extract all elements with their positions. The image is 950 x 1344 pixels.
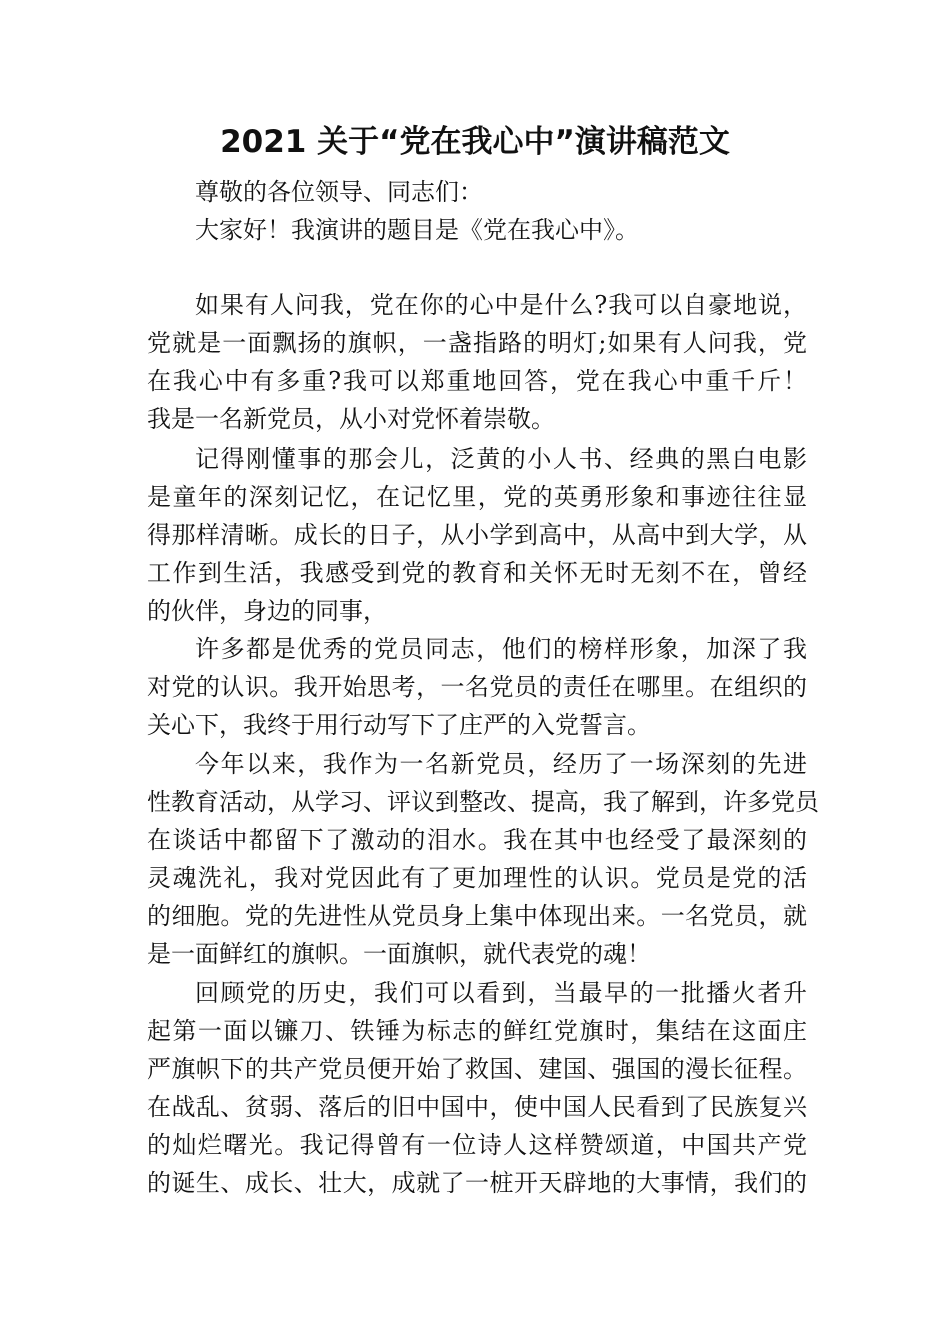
paragraph-line: 的细胞。党的先进性从党员身上集中体现出来。一名党员，就 bbox=[147, 902, 807, 930]
paragraph-line: 的诞生、成长、壮大，成就了一桩开天辟地的大事情，我们的 bbox=[147, 1169, 807, 1197]
paragraph-line: 的伙伴，身边的同事， bbox=[147, 597, 387, 625]
intro-line: 大家好！我演讲的题目是《党在我心中》。 bbox=[195, 216, 639, 244]
paragraph-line: 工作到生活，我感受到党的教育和关怀无时无刻不在，曾经 bbox=[147, 559, 807, 587]
paragraph-line: 许多都是优秀的党员同志，他们的榜样形象，加深了我 bbox=[195, 635, 807, 663]
paragraph-line: 在我心中有多重?我可以郑重地回答，党在我心中重千斤！ bbox=[147, 367, 807, 395]
paragraph-line: 对党的认识。我开始思考，一名党员的责任在哪里。在组织的 bbox=[147, 673, 807, 701]
paragraph-line: 起第一面以镰刀、铁锤为标志的鲜红党旗时，集结在这面庄 bbox=[147, 1017, 807, 1045]
paragraph-line: 在谈话中都留下了激动的泪水。我在其中也经受了最深刻的 bbox=[147, 826, 807, 854]
document-title: 2021 关于“党在我心中”演讲稿范文 bbox=[220, 124, 730, 160]
paragraph-line: 我是一名新党员，从小对党怀着崇敬。 bbox=[147, 405, 555, 433]
paragraph-line: 严旗帜下的共产党员便开始了救国、建国、强国的漫长征程。 bbox=[147, 1055, 807, 1083]
paragraph-line: 今年以来，我作为一名新党员，经历了一场深刻的先进 bbox=[195, 750, 807, 778]
greeting: 尊敬的各位领导、同志们： bbox=[195, 178, 483, 206]
paragraph-line: 党就是一面飘扬的旗帜，一盏指路的明灯;如果有人问我，党 bbox=[147, 329, 807, 357]
paragraph-line: 得那样清晰。成长的日子，从小学到高中，从高中到大学，从 bbox=[147, 521, 807, 549]
paragraph-line: 是童年的深刻记忆，在记忆里，党的英勇形象和事迹往往显 bbox=[147, 483, 807, 511]
paragraph-line: 性教育活动，从学习、评议到整改、提高，我了解到，许多党员 bbox=[147, 788, 819, 816]
paragraph-line: 记得刚懂事的那会儿，泛黄的小人书、经典的黑白电影 bbox=[195, 445, 807, 473]
paragraph-line: 是一面鲜红的旗帜。一面旗帜，就代表党的魂！ bbox=[147, 940, 651, 968]
paragraph-line: 关心下，我终于用行动写下了庄严的入党誓言。 bbox=[147, 711, 651, 739]
paragraph-line: 回顾党的历史，我们可以看到，当最早的一批播火者升 bbox=[195, 979, 807, 1007]
paragraph-line: 灵魂洗礼，我对党因此有了更加理性的认识。党员是党的活 bbox=[147, 864, 807, 892]
paragraph-line: 在战乱、贫弱、落后的旧中国中，使中国人民看到了民族复兴 bbox=[147, 1093, 807, 1121]
paragraph-line: 的灿烂曙光。我记得曾有一位诗人这样赞颂道，中国共产党 bbox=[147, 1131, 807, 1159]
paragraph-line: 如果有人问我，党在你的心中是什么?我可以自豪地说， bbox=[195, 291, 807, 319]
